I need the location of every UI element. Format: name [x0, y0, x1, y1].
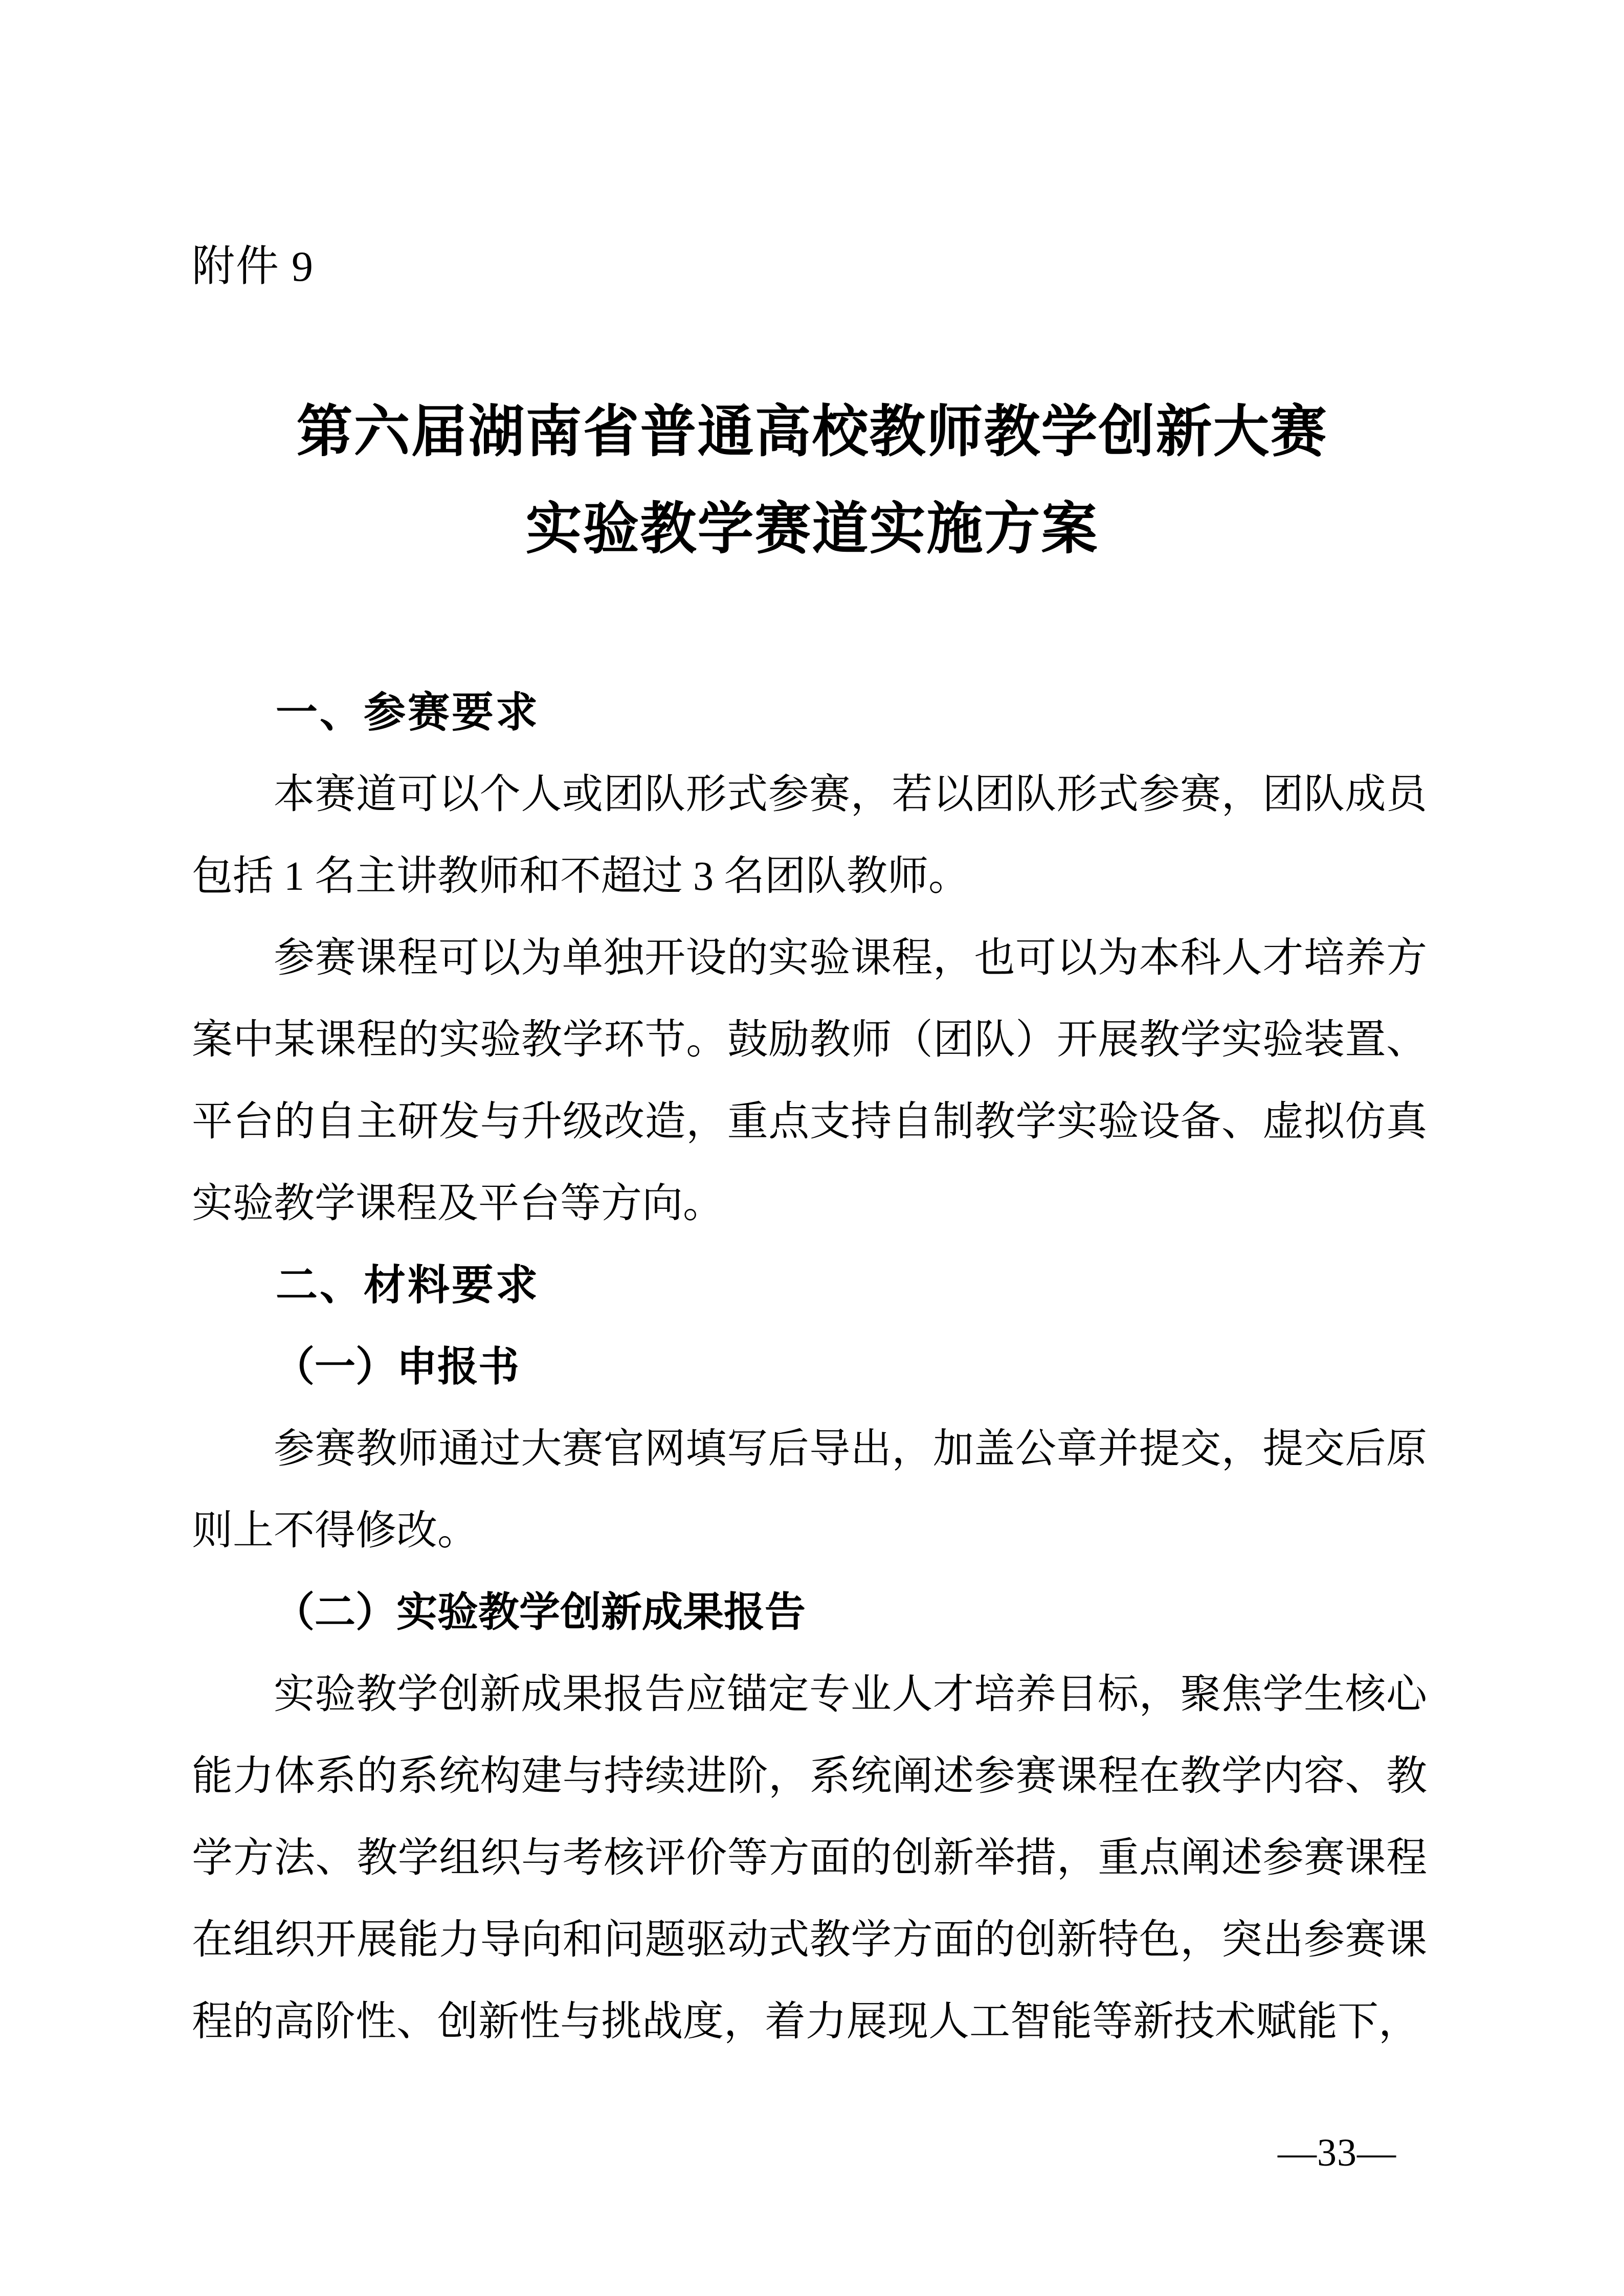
document-title: [0, 384, 1624, 578]
sub-heading-application-form: （一）申报书: [274, 1345, 519, 1390]
paragraph-team-requirements: 本赛道可以个人或团队形式参赛，若以团队形式参赛，团队成员包括 1 名主讲教师和不超过 3 名团队教师。: [192, 772, 1427, 899]
document-body: [192, 672, 1427, 2063]
document-title-line-1: 第六届湖南省普通高校教师教学创新大赛: [296, 401, 1328, 463]
page-number: —33—: [1278, 2131, 1396, 2174]
paragraph-course-requirements: 参赛课程可以为单独开设的实验课程，也可以为本科人才培养方案中某课程的实验教学环节。鼓励教师（团队）开展教学实验装置、平台的自主研发与升级改造，重点支持自制教学实验设备、虚拟仿真实验教学课程及平台等方向。: [192, 936, 1427, 1226]
section-heading-2: 二、材料要求: [276, 1262, 540, 1309]
sub-heading-innovation-report: （二）实验教学创新成果报告: [274, 1590, 806, 1635]
attachment-label: 附件 9: [192, 243, 315, 290]
document-title-line-2: 实验教学赛道实施方案: [525, 498, 1099, 560]
paragraph-innovation-report: 实验教学创新成果报告应锚定专业人才培养目标，聚焦学生核心能力体系的系统构建与持续进阶，系统阐述参赛课程在教学内容、教学方法、教学组织与考核评价等方面的创新举措，重点阐述参赛课程在组织开展能力导向和问题驱动式教学方面的创新特色，突出参赛课程的高阶性、创新性与挑战度，着力展现人工智能等新技术赋能下，: [192, 1672, 1427, 2044]
section-heading-1: 一、参赛要求: [276, 689, 540, 736]
paragraph-application-form: 参赛教师通过大赛官网填写后导出，加盖公章并提交，提交后原则上不得修改。: [192, 1427, 1427, 1554]
